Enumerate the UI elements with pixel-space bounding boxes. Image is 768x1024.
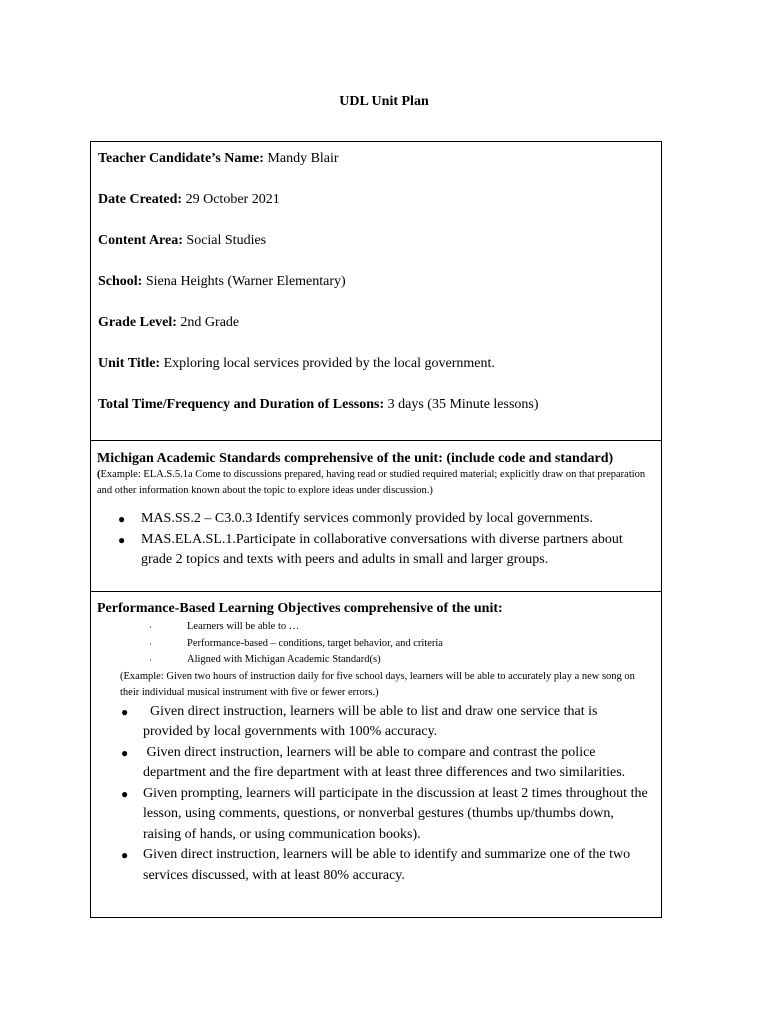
field-value: 2nd Grade bbox=[180, 315, 240, 330]
field-label: Teacher Candidate’s Name: bbox=[98, 151, 264, 166]
field-value: Exploring local services provided by the local government. bbox=[163, 356, 495, 371]
total-time-field bbox=[98, 396, 661, 437]
unit-plan-table bbox=[90, 141, 662, 918]
field-label: Content Area: bbox=[98, 233, 183, 248]
field-value: Mandy Blair bbox=[267, 151, 339, 166]
list-item-text: Given direct instruction, learners will be able to identify and summarize one of the two services discussed, with at least 80% accuracy. bbox=[143, 847, 631, 883]
bullet-icon: · bbox=[149, 622, 152, 632]
example-open-paren: ( bbox=[97, 469, 101, 480]
field-value: 29 October 2021 bbox=[185, 192, 280, 207]
objectives-section bbox=[91, 592, 661, 917]
field-label: School: bbox=[98, 274, 143, 289]
field-label: Date Created: bbox=[98, 192, 183, 207]
list-item bbox=[97, 702, 648, 743]
list-item-text: Given direct instruction, learners will be able to list and draw one service that is provided by local governments with 100% accuracy. bbox=[143, 703, 601, 739]
bullet-icon: ● bbox=[118, 512, 126, 526]
date-created-field bbox=[98, 191, 661, 232]
field-value: 3 days (35 Minute lessons) bbox=[387, 397, 539, 412]
bullet-icon: ● bbox=[118, 532, 126, 547]
bullet-icon: ● bbox=[121, 745, 129, 760]
field-value: Siena Heights (Warner Elementary) bbox=[145, 274, 346, 289]
info-section bbox=[91, 142, 661, 441]
list-item bbox=[97, 784, 648, 846]
objectives-example: (Example: Given two hours of instruction daily for five school days, learners will be able to accurately play a new song on their individual musical instrument with five or fewer errors.) bbox=[120, 670, 635, 698]
list-item-text: Given direct instruction, learners will be able to compare and contrast the police department and the fire department with at least three differences and two similarities. bbox=[143, 744, 626, 780]
objectives-list bbox=[97, 702, 661, 887]
list-item bbox=[97, 509, 641, 530]
list-item bbox=[97, 530, 641, 571]
field-label: Grade Level: bbox=[98, 315, 177, 330]
list-item bbox=[97, 636, 661, 653]
standards-example bbox=[97, 467, 652, 499]
teacher-name-field bbox=[98, 150, 661, 191]
bullet-icon: ● bbox=[121, 786, 129, 801]
field-value: Social Studies bbox=[186, 233, 267, 248]
grade-level-field bbox=[98, 314, 661, 355]
standards-list bbox=[97, 509, 661, 571]
list-item bbox=[97, 845, 648, 886]
list-item-text: Learners will be able to … bbox=[187, 621, 300, 632]
content-area-field bbox=[98, 232, 661, 273]
list-item bbox=[97, 619, 661, 636]
bullet-icon: ● bbox=[121, 704, 129, 719]
standards-heading: Michigan Academic Standards comprehensive of the unit: (include code and standard) bbox=[97, 451, 614, 466]
unit-title-field bbox=[98, 355, 661, 396]
list-item bbox=[97, 652, 661, 669]
document-title: UDL Unit Plan bbox=[339, 94, 429, 109]
standards-section bbox=[91, 441, 661, 592]
bullet-icon: · bbox=[149, 655, 152, 665]
objectives-heading: Performance-Based Learning Objectives comprehensive of the unit: bbox=[97, 601, 503, 616]
list-item-text: Performance-based – conditions, target behavior, and criteria bbox=[187, 637, 443, 649]
list-item-text: MAS.SS.2 – C3.0.3 Identify services commonly provided by local governments. bbox=[141, 511, 593, 526]
field-label: Total Time/Frequency and Duration of Lessons: bbox=[98, 397, 385, 412]
field-label: Unit Title: bbox=[98, 356, 161, 371]
example-text: Example: ELA.S.5.1a Come to discussions prepared, having read or studied required material; explicitly draw on that preparation and other information known about the topic to explore ideas under discussion.) bbox=[97, 469, 646, 496]
list-item-text: Given prompting, learners will participate in the discussion at least 2 times throughout the lesson, using comments, questions, or nonverbal gestures (thumbs up/thumbs down, raising of hands, or using communication books). bbox=[143, 785, 648, 842]
list-item-text: MAS.ELA.SL.1.Participate in collaborative conversations with diverse partners about grade 2 topics and texts with peers and adults in small and larger groups. bbox=[141, 531, 623, 567]
bullet-icon: · bbox=[149, 638, 152, 649]
list-item bbox=[97, 743, 648, 784]
objectives-criteria-list bbox=[97, 619, 661, 669]
bullet-icon: ● bbox=[121, 848, 129, 862]
list-item-text: Aligned with Michigan Academic Standard(s) bbox=[187, 654, 381, 665]
school-field bbox=[98, 273, 661, 314]
